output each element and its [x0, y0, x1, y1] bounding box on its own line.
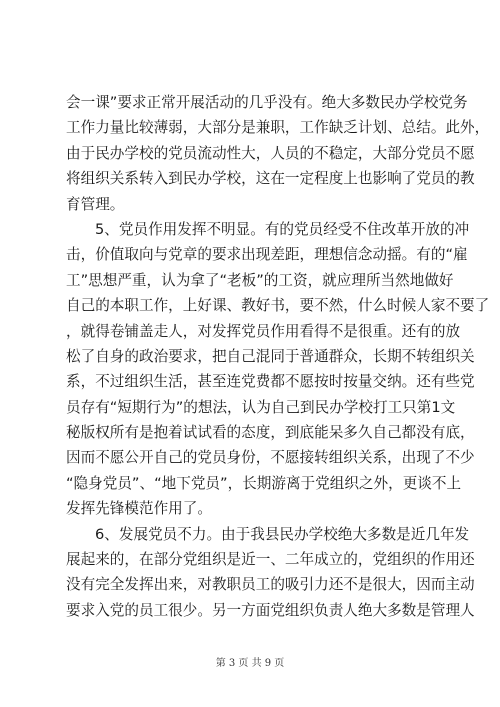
paragraph-5-first-line: 5、党员作用发挥不明显。有的党员经受不住改革开放的冲: [95, 220, 470, 238]
text-line: “隐身党员”、“地下党员”，长期游离于党组织之外，更谈不上: [66, 474, 462, 492]
text-line: 将组织关系转入到民办学校，这在一定程度上也影响了党员的教: [66, 170, 475, 188]
text-line: 员存有“短期行为”的想法，认为自己到民办学校打工只第1文: [66, 398, 456, 416]
text-line: 工”思想严重，认为拿了“老板”的工资，就应理所当然地做好: [66, 271, 454, 289]
text-line: 展起来的，在部分党组织是近一、二年成立的，党组织的作用还: [66, 551, 475, 569]
text-line: 发挥先锋模范作用了。: [66, 500, 212, 518]
page-number-footer: 第 3 页 共 9 页: [215, 658, 285, 669]
text-line: 会一课”要求正常开展活动的几乎没有。绝大多数民办学校党务: [66, 94, 468, 111]
body-text: [66, 90, 490, 623]
text-line: 自己的本职工作，上好课、教好书，要不然，什么时候人家不要了: [66, 297, 490, 315]
text-line: 松了自身的政治要求，把自己混同于普通群众，长期不转组织关: [66, 347, 475, 365]
text-line: 工作力量比较薄弱，大部分是兼职，工作缺乏计划、总结。此外，: [66, 119, 490, 137]
paragraph-6-first-line: 6、发展党员不力。由于我县民办学校绝大多数是近几年发: [95, 525, 470, 543]
text-line: 因而不愿公开自己的党员身份，不愿接转组织关系，出现了不少: [66, 449, 475, 467]
text-line: 由于民办学校的党员流动性大，人员的不稳定，大部分党员不愿: [66, 144, 475, 162]
text-line: 击，价值取向与党章的要求出现差距，理想信念动摇。有的“雇: [66, 246, 468, 264]
text-line: 秘版权所有是抱着试试看的态度，到底能呆多久自己都没有底，: [66, 424, 475, 442]
text-line: 系，不过组织生活，甚至连党费都不愿按时按量交纳。还有些党: [66, 373, 475, 391]
text-line: 没有完全发挥出来，对教职员工的吸引力还不是很大，因而主动: [66, 576, 475, 594]
text-line: 育管理。: [66, 195, 125, 213]
text-line: 要求入党的员工很少。另一方面党组织负责人绝大多数是管理人: [66, 601, 475, 619]
text-line: ，就得卷铺盖走人，对发挥党员作用看得不是很重。还有的放: [66, 322, 461, 340]
